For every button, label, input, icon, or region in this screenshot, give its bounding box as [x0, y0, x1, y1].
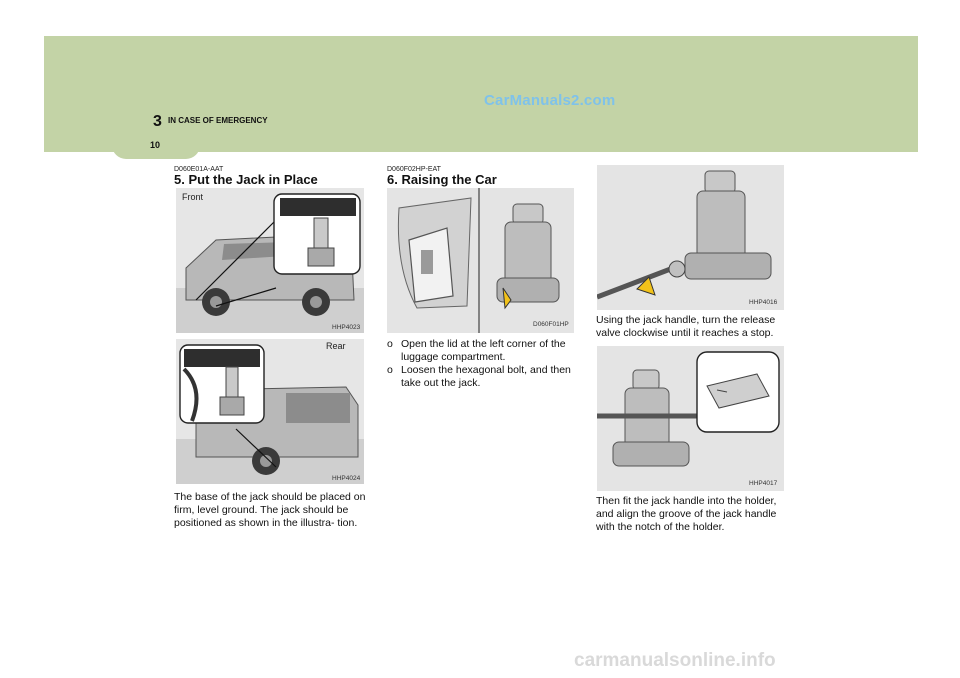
rear-car-illustration	[176, 339, 364, 484]
bullet-mark: o	[387, 364, 393, 376]
figure-jack-handle	[597, 346, 784, 491]
section6-code: D060F02HP-EAT	[387, 166, 441, 173]
bullet-mark: o	[387, 338, 393, 350]
figure-front-jack	[176, 188, 364, 333]
bullet-text: Open the lid at the left corner of the luggage compartment.	[401, 338, 566, 363]
chapter-number: 3	[153, 113, 162, 130]
section5-paragraph: The base of the jack should be placed on firm, level ground. The jack should be positioned as shown in the illustra- tion.	[174, 491, 366, 529]
figure-front-label: Front	[182, 192, 204, 202]
front-car-illustration	[176, 188, 364, 333]
bullet-text: Loosen the hexagonal bolt, and then take out the jack.	[401, 364, 571, 389]
list-item	[387, 338, 577, 364]
list-item	[387, 364, 577, 390]
figure-front-code: HHP4023	[332, 324, 361, 331]
chapter-title: IN CASE OF EMERGENCY	[168, 116, 268, 125]
figure-rear-label: Rear	[326, 341, 346, 351]
figure-rear-jack	[176, 339, 364, 484]
site-watermark-link[interactable]: CarManuals2.com	[484, 92, 616, 109]
figure-valve-code: HHP4016	[749, 299, 778, 306]
figure-rear-code: HHP4024	[332, 475, 361, 482]
figure-handle-code: HHP4017	[749, 480, 778, 487]
figure-jack-storage	[387, 188, 574, 333]
jack-handle-illustration	[597, 346, 784, 491]
release-valve-illustration	[597, 165, 784, 310]
footer-watermark-link[interactable]: carmanualsonline.info	[574, 650, 776, 671]
header-band	[44, 36, 918, 146]
section6-bullet-list	[387, 338, 577, 390]
release-valve-paragraph: Using the jack handle, turn the release valve clockwise until it reaches a stop.	[596, 314, 776, 339]
figure-storage-code: D060F01HP	[533, 321, 569, 328]
jack-storage-illustration	[387, 188, 574, 333]
section5-code: D060E01A-AAT	[174, 166, 224, 173]
page-number: 10	[150, 140, 161, 150]
figure-release-valve	[597, 165, 784, 310]
section5-title: 5. Put the Jack in Place	[174, 172, 318, 187]
section6-title: 6. Raising the Car	[387, 172, 497, 187]
jack-handle-paragraph: Then fit the jack handle into the holder, and align the groove of the jack handle with the notch of the holder.	[596, 495, 777, 533]
